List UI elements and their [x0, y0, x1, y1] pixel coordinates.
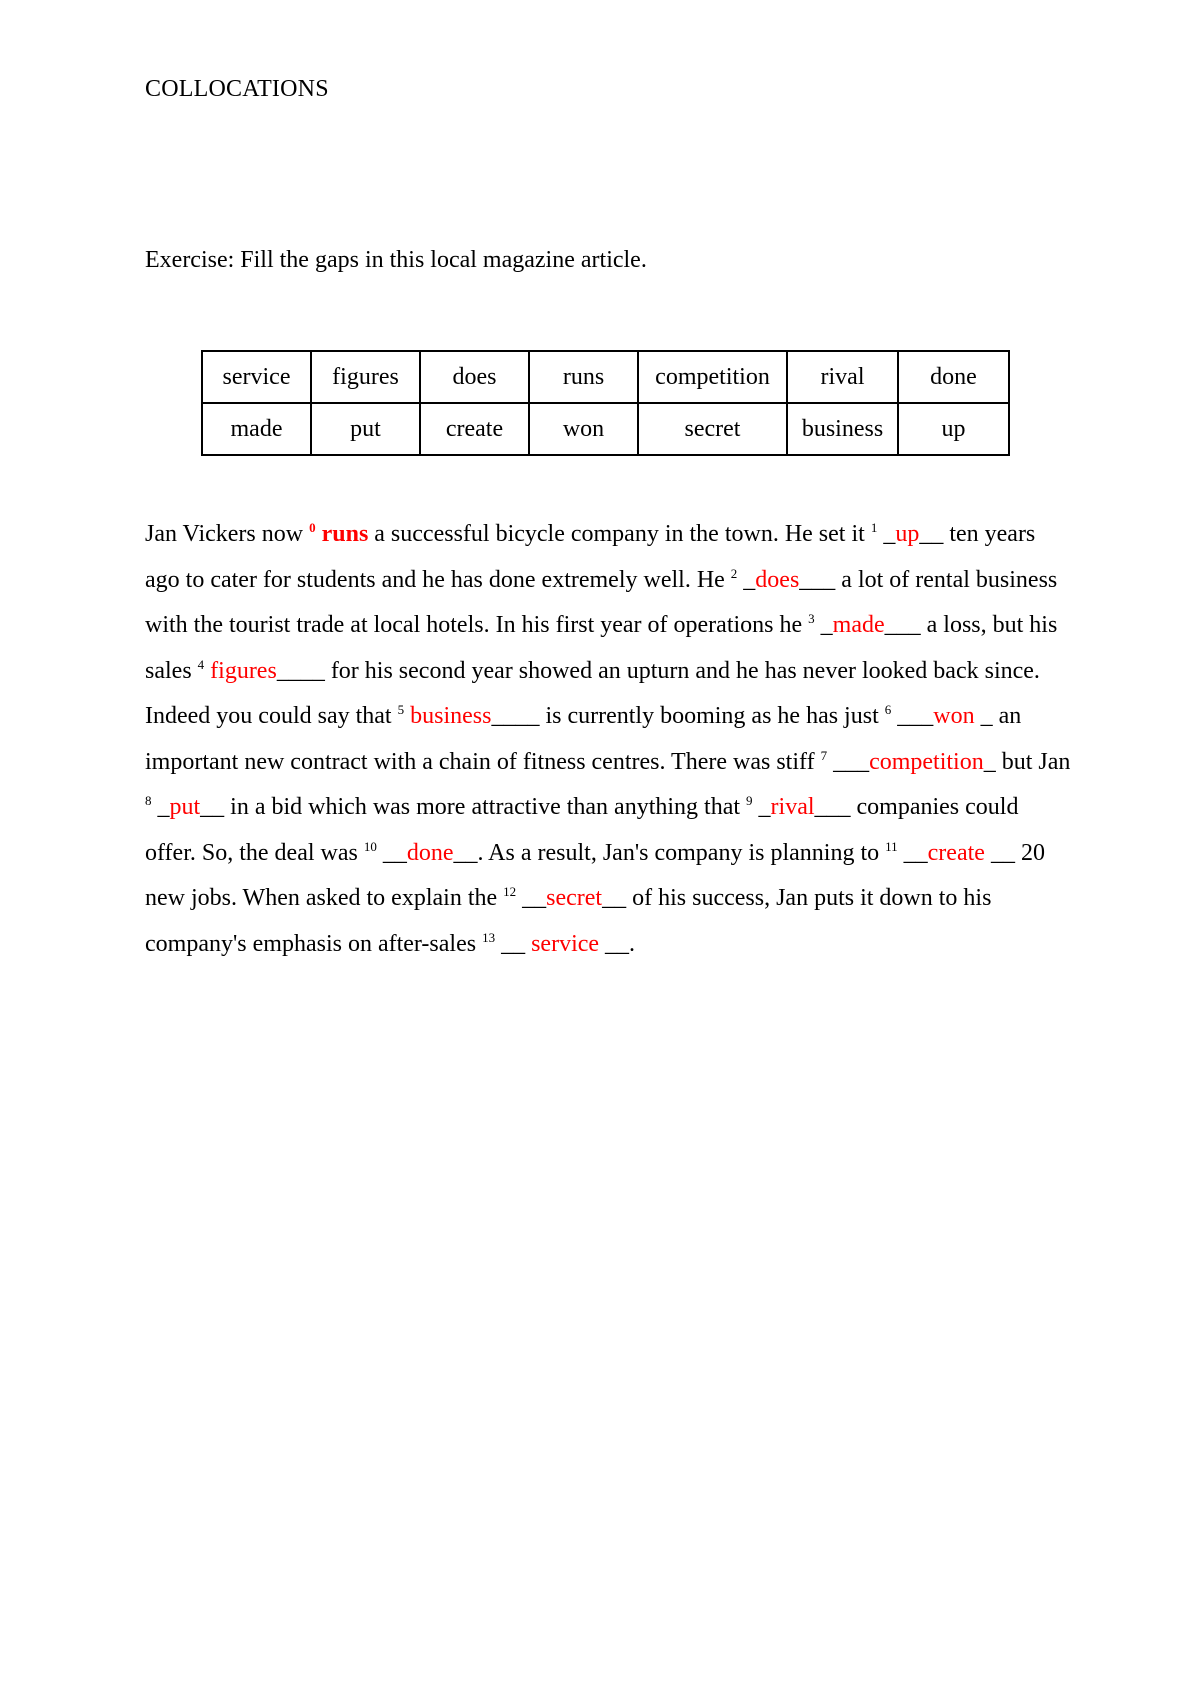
word-bank-cell: rival: [787, 351, 898, 403]
gap-answer: up: [895, 521, 920, 547]
article-text: for his second year showed an upturn and he has never looked back since. Indeed you could say that: [145, 657, 1040, 729]
article-text: a successful bicycle company in the town. He set it: [368, 521, 871, 547]
word-bank-cell: won: [529, 403, 638, 455]
gap-number: 1: [870, 520, 878, 535]
word-bank-cell: create: [420, 403, 529, 455]
gap-answer: rival: [770, 794, 815, 820]
word-bank-cell: service: [202, 351, 311, 403]
word-bank-cell: put: [311, 403, 420, 455]
gap-answer: competition: [869, 748, 984, 775]
article-text: of his success, Jan puts it down to his company's emphasis on after-sales: [145, 885, 992, 957]
gap-blank: ___: [897, 703, 934, 729]
word-bank-cell: figures: [311, 351, 420, 403]
gap-blank: __: [453, 839, 478, 866]
word-bank-cell: secret: [638, 403, 787, 455]
gap-number: 6: [884, 702, 892, 717]
gap-number: 0: [309, 520, 316, 535]
gap-blank: __: [501, 930, 532, 957]
gap-blank: __: [903, 839, 928, 866]
gap-blank: _: [743, 566, 756, 593]
gap-blank: __: [599, 930, 630, 957]
gap-answer: done: [406, 839, 454, 866]
gap-blank: __: [522, 885, 547, 911]
gap-blank: __: [984, 839, 1015, 866]
gap-blank: __: [382, 839, 407, 866]
gap-blank: ___: [884, 612, 921, 638]
article-text: an important new contract with a chain of fitness centres. There was stiff: [145, 703, 1022, 775]
word-bank-row: [202, 403, 1009, 455]
gap-number: 5: [397, 702, 405, 717]
gap-answer: put: [169, 794, 201, 820]
gap-blank: __: [602, 885, 627, 911]
gap-answer: secret: [546, 885, 603, 911]
gap-blank: ___: [799, 566, 836, 593]
gap-blank: _: [974, 703, 993, 729]
gap-number: 10: [363, 838, 377, 854]
word-bank-cell: does: [420, 351, 529, 403]
word-bank-cell: done: [898, 351, 1009, 403]
word-bank-cell: up: [898, 403, 1009, 455]
gap-number: 9: [746, 793, 753, 808]
gap-answer: runs: [321, 521, 369, 547]
gap-blank: _: [820, 612, 833, 638]
gap-blank: ____: [276, 657, 325, 684]
gap-answer: business: [410, 703, 492, 729]
word-bank-cell: business: [787, 403, 898, 455]
article-paragraph: [145, 512, 1075, 967]
gap-number: 8: [145, 793, 152, 808]
gap-number: 2: [730, 565, 738, 581]
gap-number: 13: [482, 929, 496, 945]
article-text: in a bid which was more attractive than anything that: [224, 794, 747, 820]
gap-answer: won: [933, 703, 975, 729]
gap-answer: does: [755, 566, 800, 593]
article-text: a lot of rental business with the tourist trade at local hotels. In his first year of operations he: [145, 566, 1058, 638]
exercise-instructions: Exercise: Fill the gaps in this local magazine article.: [145, 247, 647, 273]
word-bank-cell: made: [202, 403, 311, 455]
page-title: COLLOCATIONS: [145, 76, 329, 102]
gap-answer: made: [832, 612, 885, 638]
gap-answer: create: [927, 839, 985, 866]
word-bank-cell: runs: [529, 351, 638, 403]
article-text: Jan Vickers now: [145, 521, 310, 547]
article-text: but Jan: [995, 748, 1071, 775]
article-text: ten years ago to cater for students and he has done extremely well. He: [145, 521, 1036, 593]
gap-answer: figures: [210, 657, 277, 684]
gap-blank: _: [758, 794, 771, 820]
word-bank-cell: competition: [638, 351, 787, 403]
gap-blank: _: [883, 521, 896, 547]
gap-number: 7: [820, 747, 828, 763]
gap-blank: __: [919, 521, 944, 547]
article-text: a loss, but his sales: [145, 612, 1058, 684]
gap-blank: ____: [491, 703, 540, 729]
gap-blank: __: [200, 794, 225, 820]
gap-answer: service: [531, 930, 600, 957]
word-bank-table: [201, 350, 1010, 456]
gap-number: 4: [197, 656, 205, 672]
article-text: .: [629, 930, 636, 957]
gap-number: 3: [808, 611, 815, 626]
article-text: companies could offer. So, the deal was: [145, 794, 1019, 866]
gap-number: 12: [503, 884, 517, 899]
gap-number: 11: [885, 838, 898, 854]
article-text: is currently booming as he has just: [539, 703, 885, 729]
gap-blank: ___: [814, 794, 851, 820]
gap-blank: _: [983, 748, 996, 775]
word-bank-row: [202, 351, 1009, 403]
gap-blank: _: [157, 794, 170, 820]
gap-blank: ___: [833, 748, 870, 775]
article-text: . As a result, Jan's company is planning to: [477, 839, 886, 866]
article-text: 20 new jobs. When asked to explain the: [145, 839, 1045, 911]
